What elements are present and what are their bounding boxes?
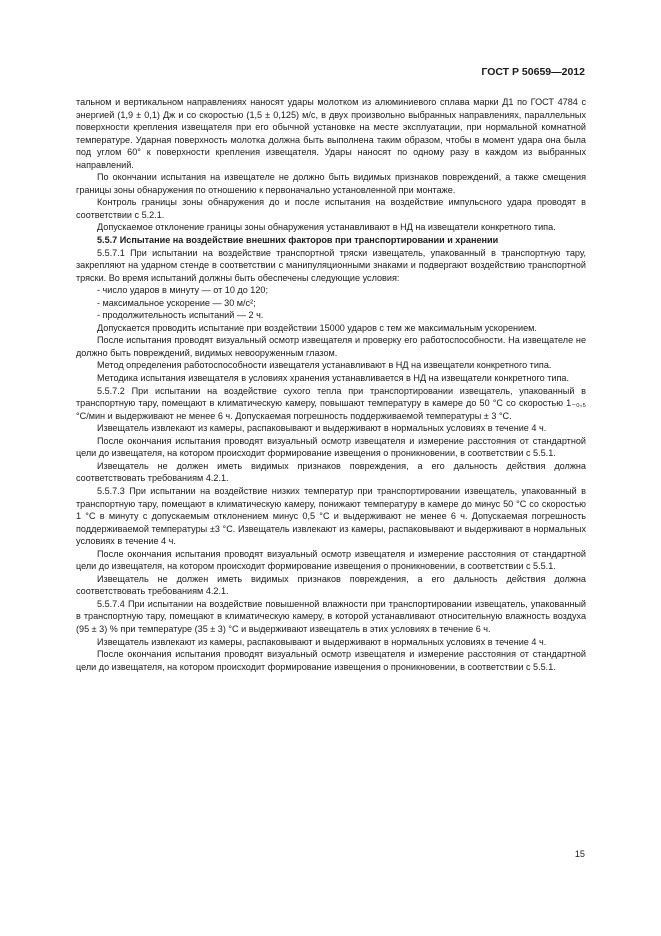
paragraph: После окончания испытания проводят визуальный осмотр извещателя и измерение расстояния от стандартной цели до извещателя, на котором происходит формирование извещения о проникновении, в соответствии с 5.5.1. xyxy=(76,649,586,672)
paragraph: Допускается проводить испытание при воздействии 15000 ударов с тем же максимальным ускорением. xyxy=(97,322,537,333)
paragraph: 5.5.7.3 При испытании на воздействие низких температур при транспортировании извещатель, упакованный в транспортную тару, помещают в климатическую камеру, понижают температуру в камере до минус 50 °С со скоростью 1 °С в минуту с допускаемым отклонением минус 0,5 °С и выдерживают не менее 6 ч. Допускаемая погрешность поддерживаемой температуры ±3 °С. Извещатель извлекают из камеры, распаковывают и выдерживают в нормальных условиях в течение 4 ч. xyxy=(76,485,586,547)
paragraph: Контроль границы зоны обнаружения до и после испытания на воздействие импульсного удара проводят в соответствии с 5.2.1. xyxy=(76,197,586,220)
paragraph: После окончания испытания проводят визуальный осмотр извещателя и измерение расстояния от стандартной цели до извещателя, на котором происходит формирование извещения о проникновении, в соответствии с 5.5.1. xyxy=(76,548,586,572)
page-number: 15 xyxy=(574,849,585,859)
paragraph: - максимальное ускорение — 30 м/с²; xyxy=(97,297,256,308)
paragraph: тальном и вертикальном направлениях наносят удары молотком из алюминиевого сплава марки Д1 по ГОСТ 4784 с энергией (1,9 ± 0,1) Дж и со скоростью (1,5 ± 0,125) м/с, в двух произвольно выбранных направлениях, параллельных поверхности крепления извещателя при его обычной установке на месте эксплуатации, при нормальной комнатной температуре. Ударная поверхность молотка должна быть выполнена таким образом, чтобы в момент удара она была под углом 60° к поверхности крепления извещателя. Удары наносят по одному разу в каждом из выбранных направлений. xyxy=(76,97,586,170)
paragraph: Извещатель не должен иметь видимых признаков повреждения, а его дальность действия должна соответствовать требованиям 4.2.1. xyxy=(76,460,586,484)
paragraph: Извещатель не должен иметь видимых признаков повреждения, а его дальность действия должна соответствовать требованиям 4.2.1. xyxy=(76,573,586,597)
paragraph: - число ударов в минуту — от 10 до 120; xyxy=(97,285,268,296)
document-body xyxy=(76,96,586,673)
paragraph: По окончании испытания на извещателе не должно быть видимых признаков повреждений, а также смещения границы зоны обнаружения по отношению к первоначально установленной при монтаже. xyxy=(76,172,586,195)
paragraph: Извещатель извлекают из камеры, распаковывают и выдерживают в нормальных условиях в течение 4 ч. xyxy=(97,636,547,647)
paragraph: 5.5.7.1 При испытании на воздействие транспортной тряски извещатель, упакованный в транспортную тару, закрепляют на ударном стенде в соответствии с манипуляционными знаками и подвергают воздействию транспортной тряски. Во время испытаний должны быть обеспечены следующие условия: xyxy=(76,247,586,283)
paragraph: - продолжительность испытаний — 2 ч. xyxy=(97,310,264,321)
paragraph: Извещатель извлекают из камеры, распаковывают и выдерживают в нормальных условиях в течение 4 ч. xyxy=(97,423,547,434)
paragraph: Допускаемое отклонение границы зоны обнаружения устанавливают в НД на извещатели конкретного типа. xyxy=(97,222,556,233)
section-heading: 5.5.7 Испытание на воздействие внешних факторов при транспортировании и хранении xyxy=(97,235,499,246)
paragraph: 5.5.7.4 При испытании на воздействие повышенной влажности при транспортировании извещатель, упакованный в транспортную тару, помещают в климатическую камеру, в которой устанавливают относительную влажность воздуха (95 ± 3) % при температуре (35 ± 3) °С и выдерживают извещатель в этих условиях в течение 6 ч. xyxy=(76,598,586,634)
paragraph: Метод определения работоспособности извещателя устанавливают в НД на извещатели конкретного типа. xyxy=(97,360,552,371)
paragraph: После окончания испытания проводят визуальный осмотр извещателя и измерение расстояния от стандартной цели до извещателя, на котором происходит формирование извещения о проникновении, в соответствии с 5.5.1. xyxy=(76,435,586,459)
paragraph: После испытания проводят визуальный осмотр извещателя и проверку его работоспособности. На извещателе не должно быть повреждений, видимых невооруженным глазом. xyxy=(76,335,586,358)
paragraph: 5.5.7.2 При испытании на воздействие сухого тепла при транспортировании извещатель, упакованный в транспортную тару, помещают в климатическую камеру, повышают температуру в камере до 50 °С со скоростью 1₋₀,₅ °С/мин и выдерживают не менее 6 ч. Допускаемая погрешность поддерживаемой температуры ± 3 °С. xyxy=(76,385,586,421)
document-header: ГОСТ Р 50659—2012 xyxy=(481,66,585,78)
paragraph: Методика испытания извещателя в условиях хранения устанавливается в НД на извещатели конкретного типа. xyxy=(97,373,570,384)
